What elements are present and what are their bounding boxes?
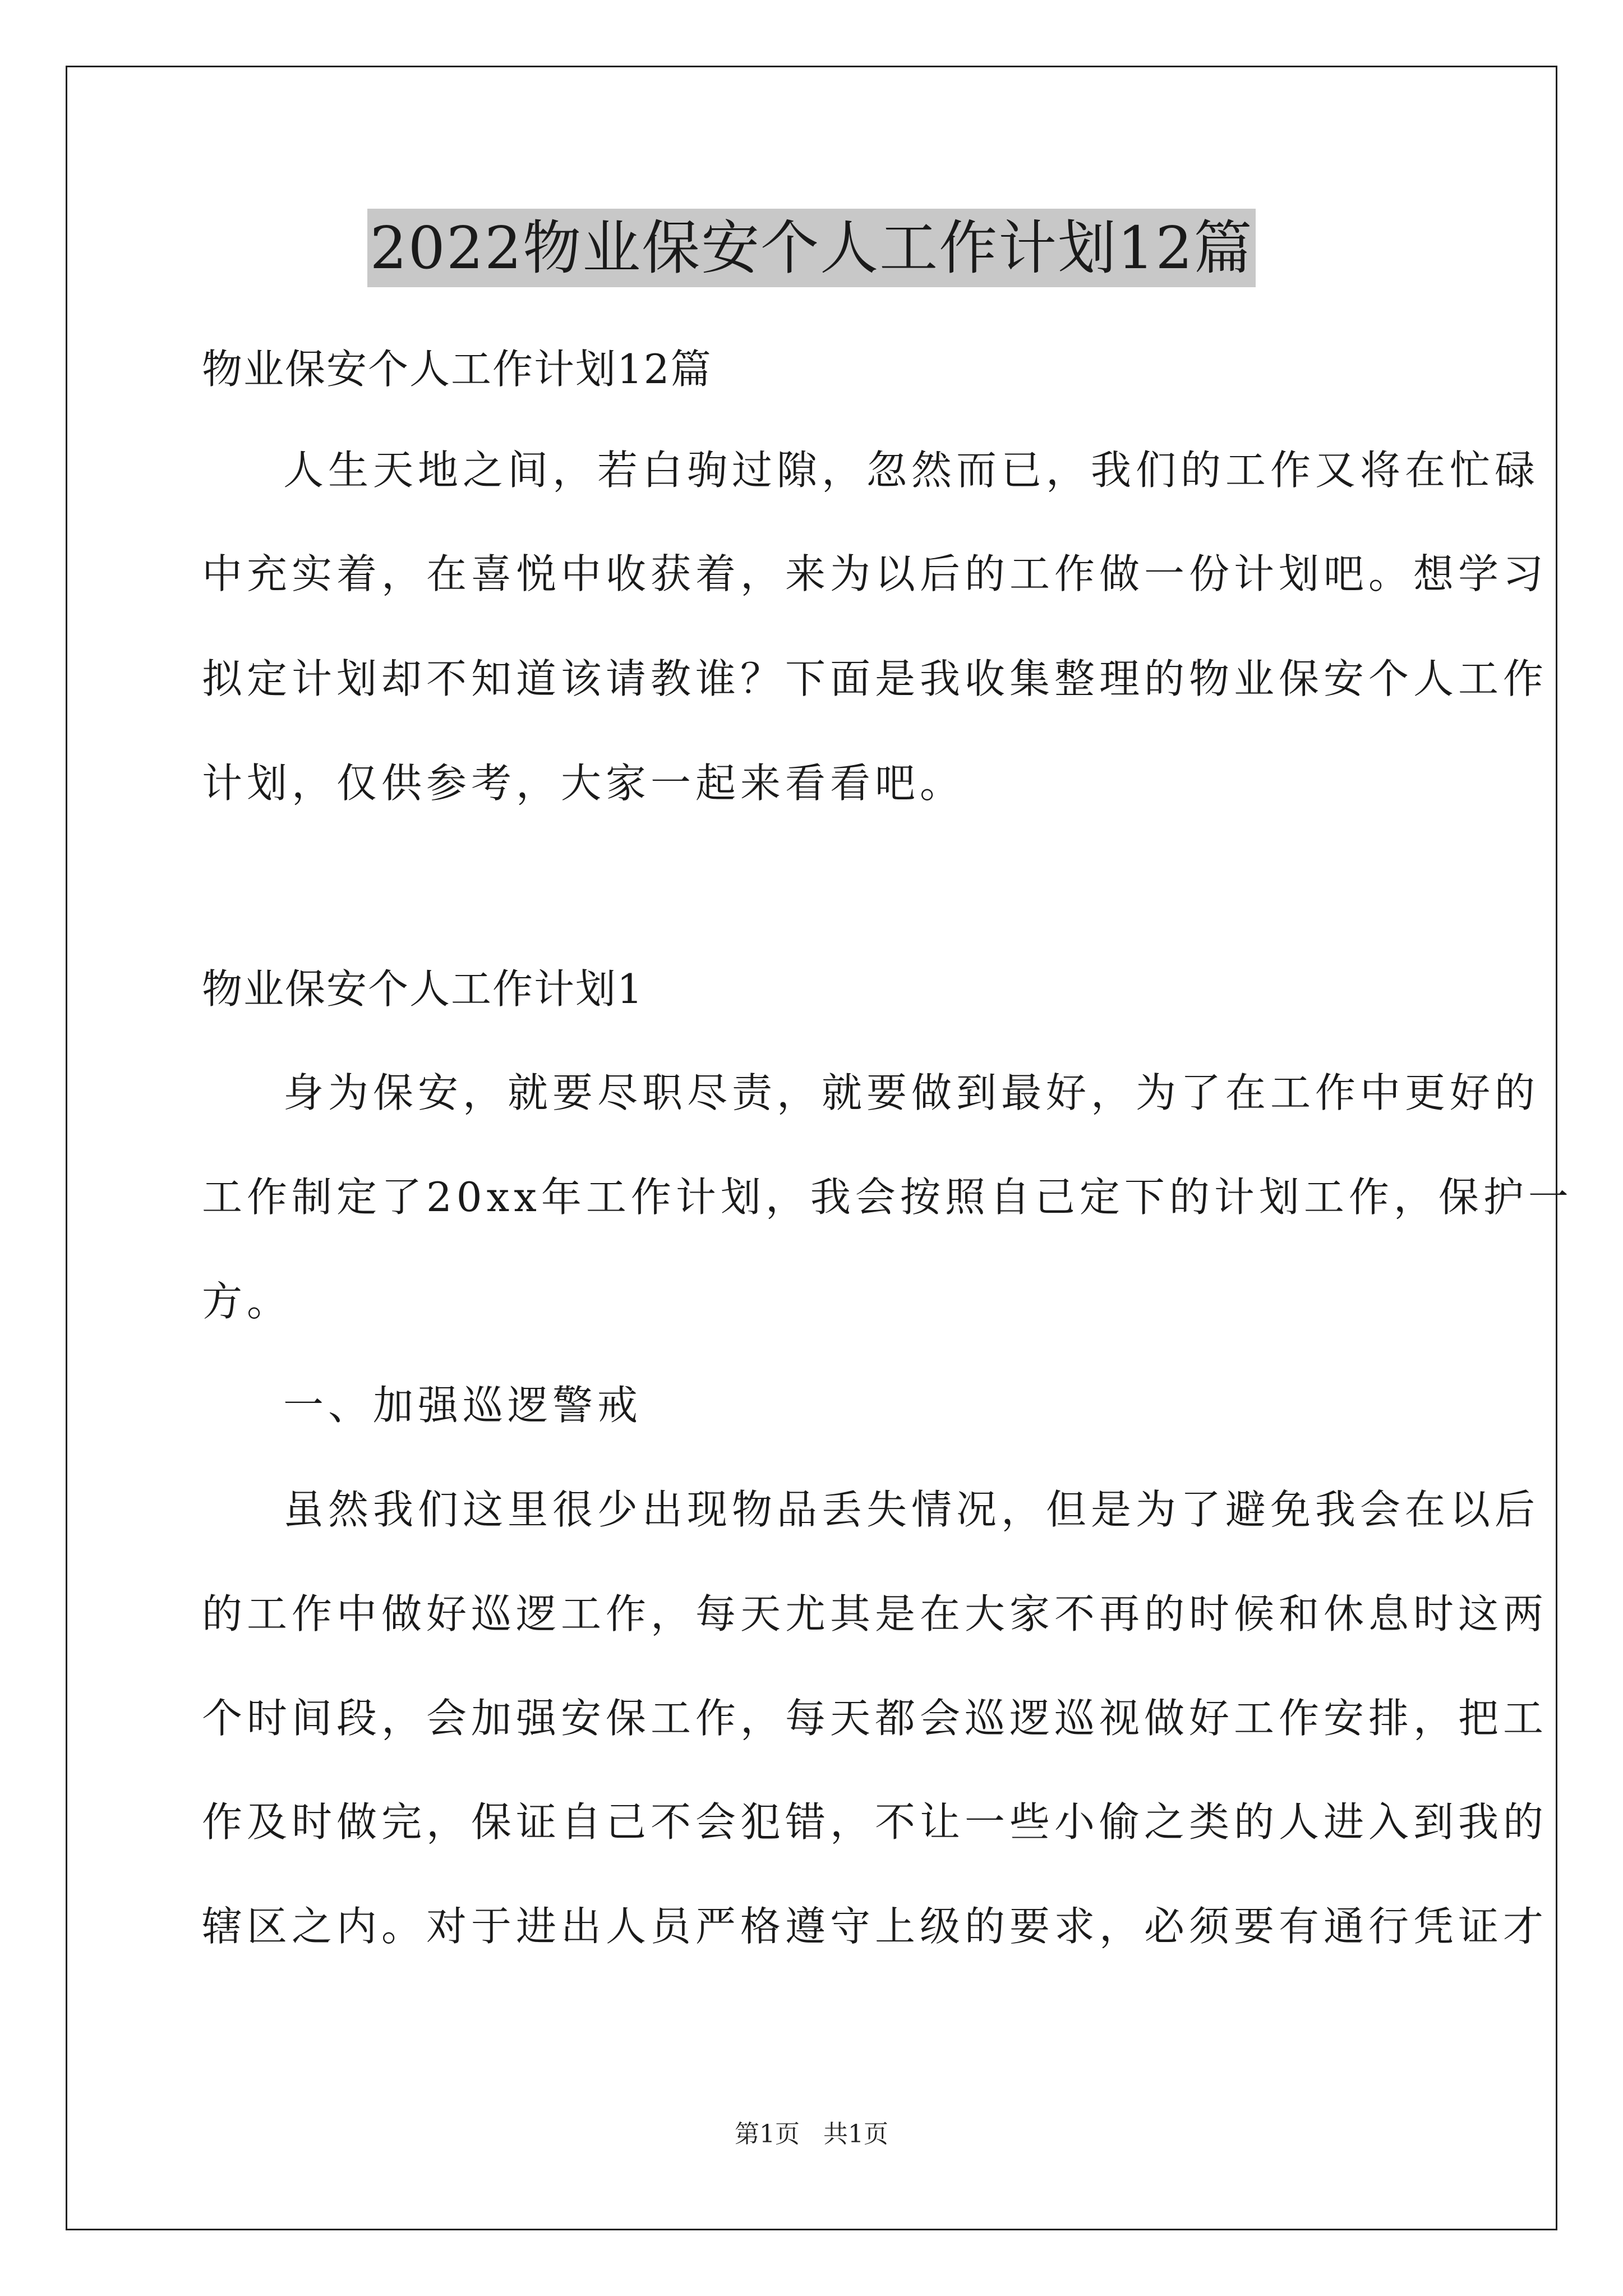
section1-para2-line-3: 个时间段，会加强安保工作，每天都会巡逻巡视做好工作安排，把工 bbox=[202, 1695, 1548, 1742]
document-subtitle: 物业保安个人工作计划12篇 bbox=[202, 346, 712, 393]
title-container bbox=[0, 209, 1623, 287]
section1-para2-line-5: 辖区之内。对于进出人员严格遵守上级的要求，必须要有通行凭证才 bbox=[202, 1903, 1548, 1950]
section1-para1-line-1: 身为保安，就要尽职尽责，就要做到最好，为了在工作中更好的 bbox=[283, 1069, 1540, 1116]
section1-para2-line-4: 作及时做完，保证自己不会犯错，不让一些小偷之类的人进入到我的 bbox=[202, 1798, 1548, 1846]
section1-para2-line-1: 虽然我们这里很少出现物品丢失情况，但是为了避免我会在以后 bbox=[283, 1486, 1540, 1533]
section1-para2-line-2: 的工作中做好巡逻工作，每天尤其是在大家不再的时候和休息时这两 bbox=[202, 1590, 1548, 1637]
section1-para1-line-3: 方。 bbox=[202, 1278, 292, 1325]
page-footer: 第1页 共1页 bbox=[735, 2120, 888, 2148]
intro-line-2: 中充实着，在喜悦中收获着，来为以后的工作做一份计划吧。想学习 bbox=[202, 550, 1548, 597]
intro-line-3: 拟定计划却不知道该请教谁？下面是我收集整理的物业保安个人工作 bbox=[202, 655, 1548, 702]
intro-line-4: 计划，仅供参考，大家一起来看看吧。 bbox=[202, 760, 965, 807]
section1-subheading: 一、加强巡逻警戒 bbox=[283, 1382, 643, 1429]
section1-heading: 物业保安个人工作计划1 bbox=[202, 965, 644, 1013]
document-title: 2022物业保安个人工作计划12篇 bbox=[367, 209, 1255, 287]
section1-para1-line-2: 工作制定了20xx年工作计划，我会按照自己定下的计划工作，保护一 bbox=[202, 1174, 1573, 1221]
intro-line-1: 人生天地之间，若白驹过隙，忽然而已，我们的工作又将在忙碌 bbox=[283, 447, 1540, 494]
